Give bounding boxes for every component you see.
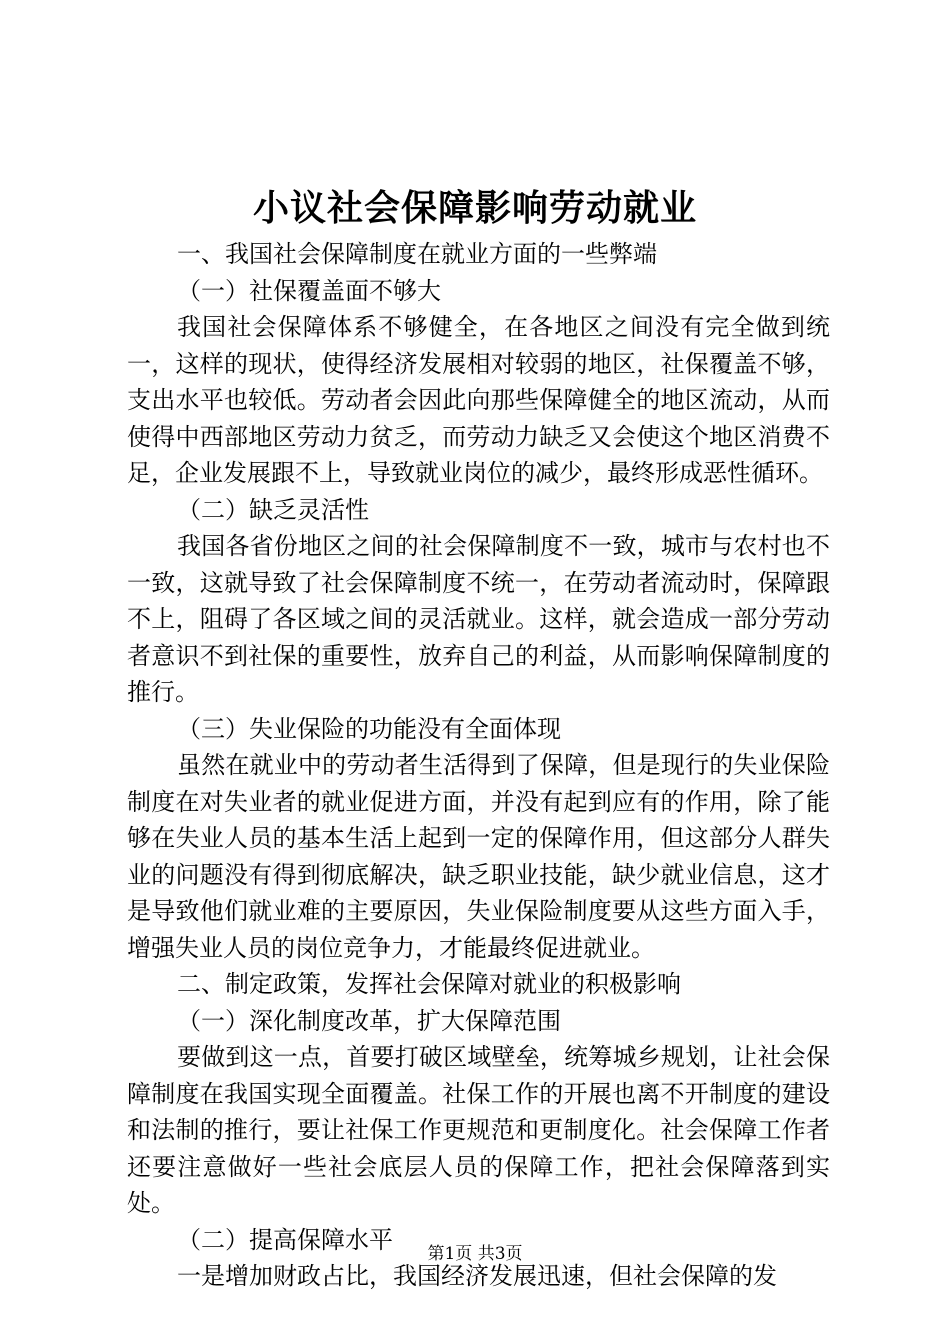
section-heading: 一、我国社会保障制度在就业方面的一些弊端 — [177, 240, 657, 268]
subsection-heading: （二）提高保障水平 — [177, 1225, 393, 1254]
subsection-heading: （一）深化制度改革，扩大保障范围 — [177, 1006, 561, 1035]
body-paragraph: 我国社会保障体系不够健全，在各地区之间没有完全做到统一，这样的现状，使得经济发展相对较弱的地区，社保覆盖不够，支出水平也较低。劳动者会因此向那些保障健全的地区流动，从而使得中西部地区劳动力贫乏，而劳动力缺乏又会使这个地区消费不足，企业发展跟不上，导致就业岗位的减少，最终形成恶性循环。 — [127, 313, 830, 487]
body-paragraph: 要做到这一点，首要打破区域壁垒，统筹城乡规划，让社会保障制度在我国实现全面覆盖。社保工作的开展也离不开制度的建设和法制的推行，要让社保工作更规范和更制度化。社会保障工作者还要注意做好一些社会底层人员的保障工作，把社会保障落到实处。 — [127, 1043, 830, 1217]
document-title: 小议社会保障影响劳动就业 — [252, 187, 697, 229]
subsection-heading: （一）社保覆盖面不够大 — [177, 276, 441, 305]
subsection-heading: （二）缺乏灵活性 — [177, 495, 369, 524]
document-body — [127, 236, 830, 1295]
subsection-heading: （三）失业保险的功能没有全面体现 — [177, 714, 561, 743]
section-heading: 二、制定政策，发挥社会保障对就业的积极影响 — [177, 970, 681, 998]
body-paragraph: 我国各省份地区之间的社会保障制度不一致，城市与农村也不一致，这就导致了社会保障制度不统一，在劳动者流动时，保障跟不上，阻碍了各区域之间的灵活就业。这样，就会造成一部分劳动者意识不到社保的重要性，放弃自己的利益，从而影响保障制度的推行。 — [127, 532, 830, 706]
page-footer: 第1页 共3页 — [427, 1244, 523, 1264]
body-paragraph: 一是增加财政占比，我国经济发展迅速，但社会保障的发 — [177, 1262, 777, 1290]
body-paragraph: 虽然在就业中的劳动者生活得到了保障，但是现行的失业保险制度在对失业者的就业促进方面，并没有起到应有的作用，除了能够在失业人员的基本生活上起到一定的保障作用，但这部分人群失业的问题没有得到彻底解决，缺乏职业技能，缺少就业信息，这才是导致他们就业难的主要原因，失业保险制度要从这些方面入手，增强失业人员的岗位竞争力，才能最终促进就业。 — [127, 751, 830, 962]
